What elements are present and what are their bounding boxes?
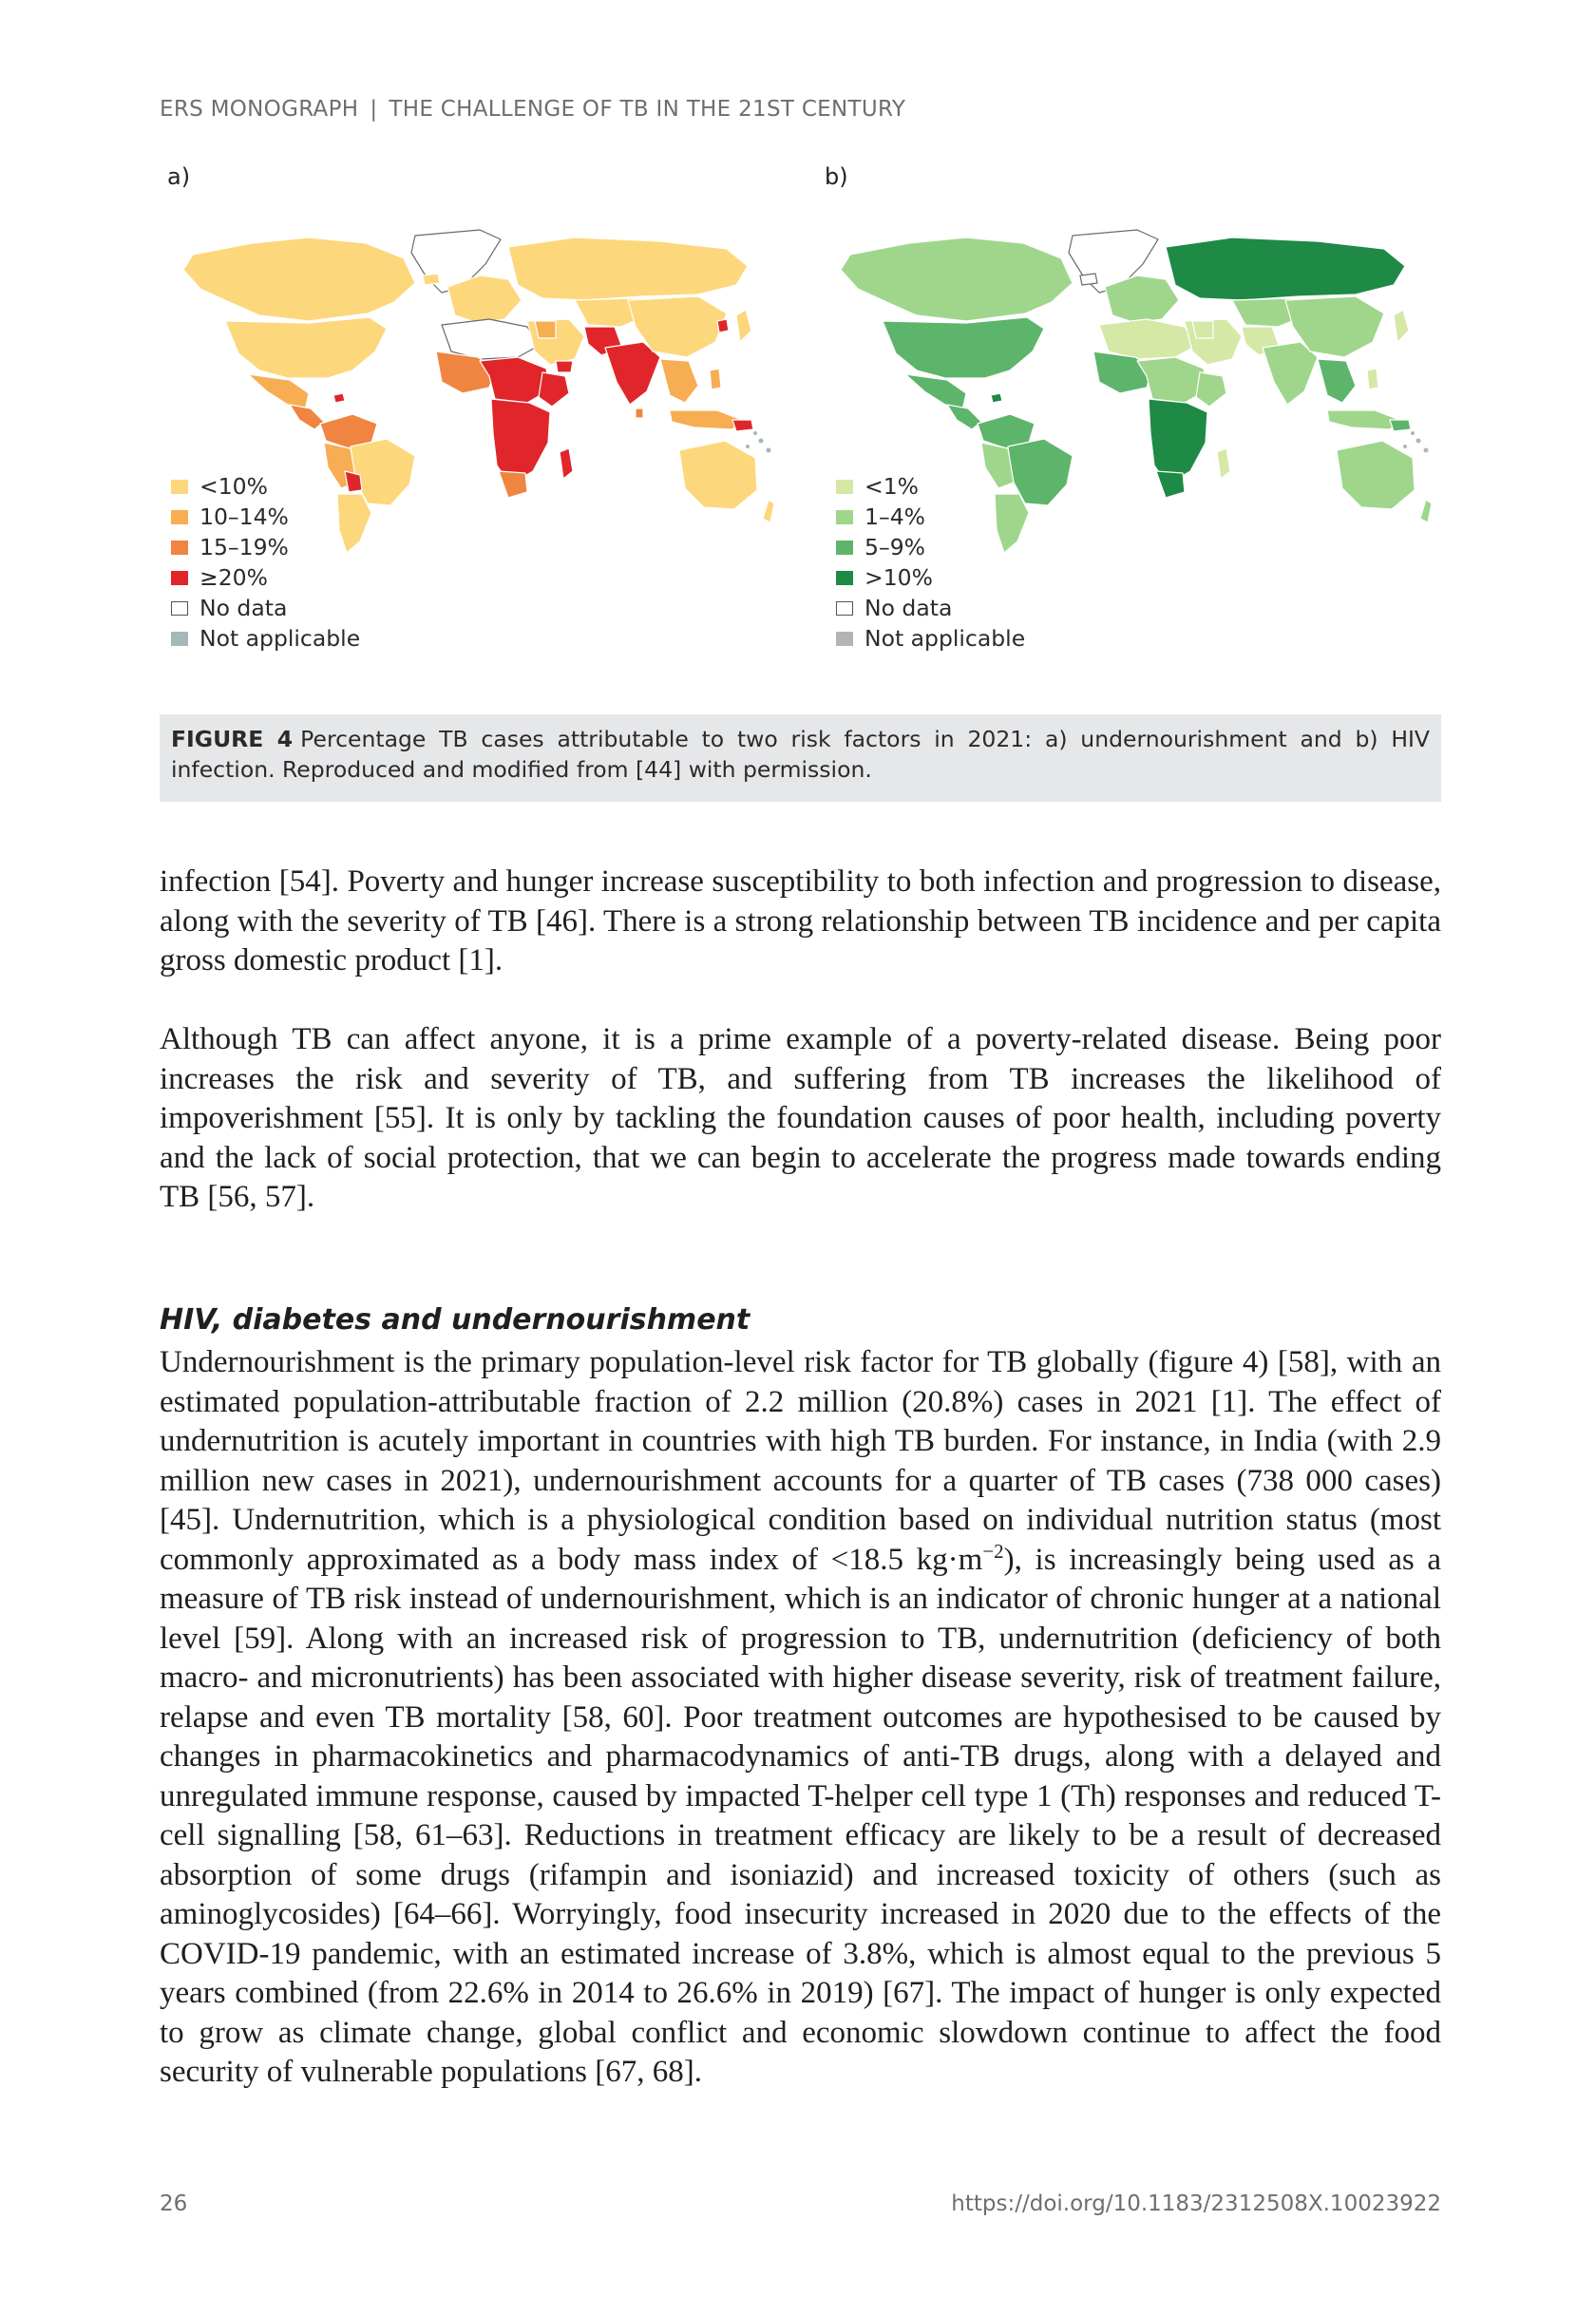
- iceland: [1080, 274, 1097, 285]
- section-heading: HIV, diabetes and undernourishment: [160, 1303, 750, 1337]
- small-island-states: [746, 431, 771, 453]
- legend-swatch: [171, 601, 188, 616]
- legend-swatch: [836, 571, 853, 585]
- madagascar: [1217, 448, 1230, 479]
- legend-swatch: [171, 541, 188, 555]
- legend-label: No data: [864, 595, 953, 621]
- horn-of-africa: [1196, 372, 1226, 407]
- legend-label: 15–19%: [200, 534, 289, 560]
- iraq-syria: [535, 321, 556, 338]
- yemen: [556, 361, 573, 372]
- legend-label: 5–9%: [864, 534, 925, 560]
- running-header: [160, 97, 905, 122]
- north-korea: [717, 319, 729, 332]
- legend-swatch: [836, 480, 853, 494]
- legend-swatch: [836, 510, 853, 524]
- legend-item: [171, 471, 360, 502]
- legend-swatch: [836, 632, 853, 646]
- mexico: [248, 374, 309, 410]
- monograph-title: THE CHALLENGE OF TB IN THE 21ST CENTURY: [389, 97, 906, 122]
- legend-swatch: [836, 541, 853, 555]
- header-separator: |: [370, 97, 378, 122]
- new-zealand: [763, 500, 774, 522]
- legend-swatch: [171, 510, 188, 524]
- panel-b-label: b): [825, 163, 848, 190]
- philippines: [1367, 369, 1378, 389]
- russia: [508, 237, 748, 300]
- russia: [1166, 237, 1405, 300]
- figure-caption-text: Percentage TB cases attributable to two risk factors in 2021: a) undernourishment and b) HIV infection. Reproduced and modified from [44] with permission.: [171, 726, 1430, 783]
- japan: [1394, 310, 1409, 342]
- japan: [736, 310, 751, 342]
- central-america: [947, 405, 981, 429]
- north-america-north: [183, 237, 415, 321]
- legend-item: [836, 502, 1025, 532]
- legend-label: ≥20%: [200, 564, 268, 591]
- iraq-syria: [1192, 321, 1213, 338]
- legend-item: [171, 502, 360, 532]
- small-island-states: [1403, 431, 1429, 453]
- philippines: [710, 369, 721, 389]
- north-america-north: [841, 237, 1073, 321]
- figure-caption-label: FIGURE 4: [171, 726, 294, 752]
- horn-of-africa: [539, 372, 569, 407]
- doi-link[interactable]: https://doi.org/10.1183/2312508X.10023922: [951, 2192, 1441, 2216]
- legend-hiv: [836, 471, 1025, 654]
- paragraph-3-part-1: Undernourishment is the primary population-level risk factor for TB globally (figure 4) [58], with an estimated population-attributable fraction of 2.2 million (20.8%) cases in 2021 [1]. The effect of undernutrition is acutely important in countries with high TB burden. For instance, in India (with 2.9 million new cases in 2021), undernourishment accounts for a quarter of TB cases (738 000 cases) [45]. Undernutrition, which is a physiological condition based on individual nutrition status (most commonly approximated as a body mass index of <18.5 kg·m: [160, 1345, 1441, 1577]
- legend-label: <10%: [200, 473, 268, 500]
- legend-label: 1–4%: [864, 503, 925, 530]
- page-number: 26: [160, 2192, 188, 2216]
- legend-item: [171, 562, 360, 593]
- timor-papua: [1390, 420, 1411, 431]
- timor-papua: [732, 420, 753, 431]
- north-africa: [1099, 319, 1196, 359]
- indonesia: [670, 410, 742, 429]
- indonesia: [1327, 410, 1399, 429]
- legend-label: Not applicable: [200, 625, 361, 652]
- haiti: [991, 393, 1002, 403]
- haiti: [333, 393, 345, 403]
- south-africa: [1156, 471, 1185, 498]
- europe-west: [1105, 275, 1179, 323]
- legend-label: Not applicable: [864, 625, 1026, 652]
- superscript-exponent: −2: [982, 1539, 1004, 1563]
- mexico: [905, 374, 966, 410]
- southeast-asia: [660, 359, 698, 403]
- paragraph-3-part-2: ), is increasingly being used as a measure of TB risk instead of undernourishment, which is an indicator of chronic hunger at a national level [59]. Along with an increased risk of progression to TB, undernutrition (deficiency of both macro- and micronutrients) has been associated with higher disease severity, risk of treatment failure, relapse and even TB mortality [58, 60]. Poor treatment outcomes are hypothesised to be caused by changes in pharmacokinetics and pharmacodynamics of anti-TB drugs, along with a delayed and unregulated immune response, caused by impacted T-helper cell type 1 (Th) responses and reduced T-cell signalling [58, 61–63]. Reductions in treatment efficacy are likely to be a result of decreased absorption of some drugs (rifampin and isoniazid) and increased toxicity of others (such as aminoglycosides) [64–66]. Worryingly, food insecurity increased in 2020 due to the effects of the COVID-19 pandemic, with an estimated increase of 3.8%, which is almost equal to the previous 5 years combined (from 22.6% in 2014 to 26.6% in 2019) [67]. The impact of hunger is only expected to grow as climate change, global conflict and economic slowdown continue to affect the food security of vulnerable populations [67, 68].: [160, 1542, 1441, 2089]
- legend-item: [171, 623, 360, 654]
- paragraph-3: [160, 1343, 1441, 2093]
- legend-item: [836, 471, 1025, 502]
- legend-item: [836, 593, 1025, 623]
- legend-label: <1%: [864, 473, 919, 500]
- figure-caption: [160, 714, 1441, 802]
- legend-undernourishment: [171, 471, 360, 654]
- usa: [225, 317, 387, 378]
- europe-west: [447, 275, 522, 323]
- legend-swatch: [171, 632, 188, 646]
- legend-item: [171, 532, 360, 562]
- legend-label: 10–14%: [200, 503, 289, 530]
- legend-item: [836, 532, 1025, 562]
- sri-lanka: [636, 408, 643, 418]
- journal-name: ERS MONOGRAPH: [160, 97, 359, 122]
- legend-swatch: [171, 480, 188, 494]
- legend-label: >10%: [864, 564, 933, 591]
- legend-item: [836, 562, 1025, 593]
- madagascar: [560, 448, 573, 479]
- south-africa: [499, 471, 527, 498]
- legend-item: [171, 593, 360, 623]
- panel-a-label: a): [167, 163, 191, 190]
- australia: [679, 441, 757, 509]
- southeast-asia: [1318, 359, 1356, 403]
- paragraph-2: Although TB can affect anyone, it is a prime example of a poverty-related disease. Being poor increases the risk and severity of TB, and suffering from TB increases the likelihood of impoverishment [55]. It is only by tackling the foundation causes of poor health, including poverty and the lack of social protection, that we can begin to accelerate the progress made towards ending TB [56, 57].: [160, 1022, 1441, 1214]
- iceland: [423, 274, 440, 285]
- legend-item: [836, 623, 1025, 654]
- legend-swatch: [836, 601, 853, 616]
- north-africa: [442, 319, 539, 359]
- legend-swatch: [171, 571, 188, 585]
- paragraph-1: infection [54]. Poverty and hunger increase susceptibility to both infection and progression to disease, along with the severity of TB [46]. There is a strong relationship between TB incidence and per capita gross domestic product [1].: [160, 864, 1441, 977]
- australia: [1337, 441, 1415, 509]
- new-zealand: [1420, 500, 1432, 522]
- legend-label: No data: [200, 595, 288, 621]
- usa: [883, 317, 1044, 378]
- central-america: [290, 405, 324, 429]
